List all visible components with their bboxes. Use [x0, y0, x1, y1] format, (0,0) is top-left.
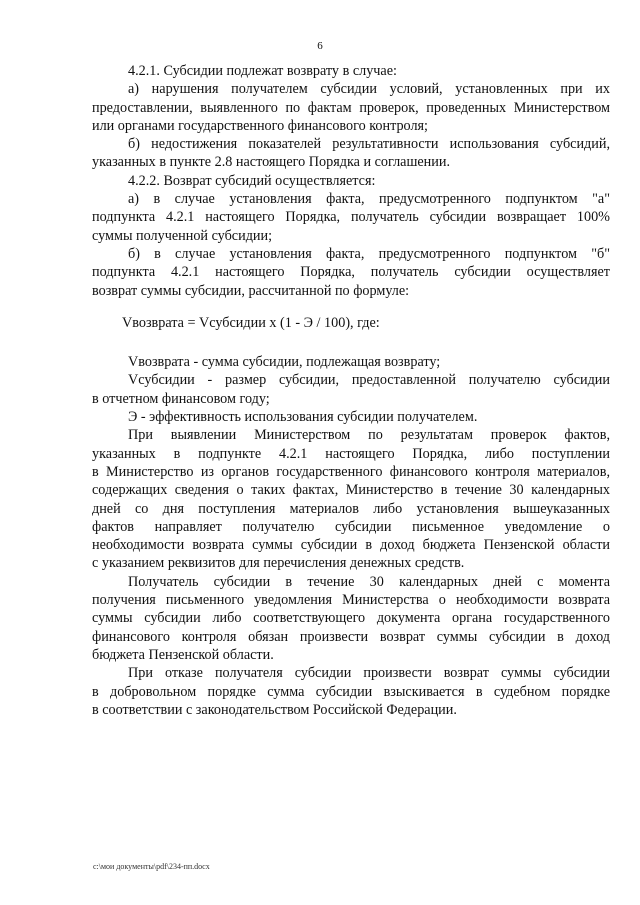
text-line: суммы полученной субсидии;: [92, 227, 273, 244]
paragraph-recipient-refund: [92, 573, 610, 664]
text-line: указанных в пункте 2.8 настоящего Порядка и соглашении.: [92, 154, 451, 171]
paragraph-4-2-2-b: [92, 245, 610, 300]
refund-formula: Vвозврата = Vсубсидии x (1 - Э / 100), где:: [122, 314, 380, 331]
definition-v-refund: Vвозврата - сумма субсидии, подлежащая возврату;: [128, 354, 441, 371]
file-path-footer: c:\мои документы\pdf\234-пп.docx: [93, 862, 210, 871]
text-line: Получатель субсидии в течение 30 календарных дней с момента: [128, 573, 610, 590]
paragraph-4-2-1-a: [92, 80, 610, 135]
text-line: возврат суммы субсидии, рассчитанной по формуле:: [92, 282, 410, 299]
text-line: необходимости возврата суммы субсидии в доход бюджета Пензенской области: [92, 537, 610, 554]
paragraph-ministry-notice: [92, 426, 610, 572]
paragraph-court-recovery: [92, 664, 610, 719]
text-line: При отказе получателя субсидии произвести возврат суммы субсидии: [128, 665, 610, 682]
text-line: б) недостижения показателей результативности использования субсидий,: [128, 136, 610, 153]
text-line: а) в случае установления факта, предусмотренного подпунктом "а": [128, 191, 610, 208]
text-line: с указанием реквизитов для перечисления денежных средств.: [92, 555, 465, 572]
document-body: [92, 62, 610, 719]
text-line: в отчетном финансовом году;: [92, 390, 270, 407]
paragraph-4-2-1-heading: 4.2.1. Субсидии подлежат возврату в случае:: [128, 63, 397, 79]
text-line: в Министерство из органов государственного финансового контроля материалов,: [92, 463, 610, 480]
text-line: дней со дня поступления материалов либо установления вышеуказанных: [92, 500, 610, 517]
text-line: При выявлении Министерством по результатам проверок фактов,: [128, 427, 610, 444]
text-line: фактов направляет получателю субсидии письменное уведомление о: [92, 518, 610, 535]
text-line: финансового контроля обязан произвести возврат суммы субсидии в доход: [92, 628, 610, 645]
text-line: в соответствии с законодательством Российской Федерации.: [92, 701, 457, 718]
text-line: предоставлении, выявленного по фактам проверок, проведенных Министерством: [92, 99, 610, 116]
text-line: Vсубсидии - размер субсидии, предоставленной получателю субсидии: [128, 372, 610, 389]
paragraph-4-2-2-a: [92, 190, 610, 245]
paragraph-4-2-2-heading: 4.2.2. Возврат субсидий осуществляется:: [128, 172, 376, 189]
text-line: суммы субсидии либо соответствующего документа органа государственного: [92, 610, 610, 627]
paragraph-4-2-1-b: [92, 135, 610, 172]
text-line: а) нарушения получателем субсидии условий, установленных при их: [128, 81, 610, 98]
definition-efficiency: Э - эффективность использования субсидии получателем.: [128, 409, 478, 426]
definition-v-subsidy: [92, 371, 610, 408]
text-line: содержащих сведения о таких фактах, Министерство в течение 30 календарных: [92, 482, 610, 499]
text-line: б) в случае установления факта, предусмотренного подпунктом "б": [128, 245, 610, 262]
text-line: указанных в подпункте 4.2.1 настоящего Порядка, либо поступлении: [92, 445, 610, 462]
text-line: в добровольном порядке сумма субсидии взыскивается в судебном порядке: [92, 683, 610, 700]
page-number: 6: [317, 40, 323, 52]
text-line: подпункта 4.2.1 настоящего Порядка, получатель субсидии осуществляет: [92, 264, 610, 281]
text-line: или органами государственного финансового контроля;: [92, 117, 428, 134]
text-line: получения письменного уведомления Министерства о необходимости возврата: [92, 592, 610, 609]
text-line: бюджета Пензенской области.: [92, 646, 274, 663]
text-line: подпункта 4.2.1 настоящего Порядка, получатель субсидии возвращает 100%: [92, 209, 610, 226]
